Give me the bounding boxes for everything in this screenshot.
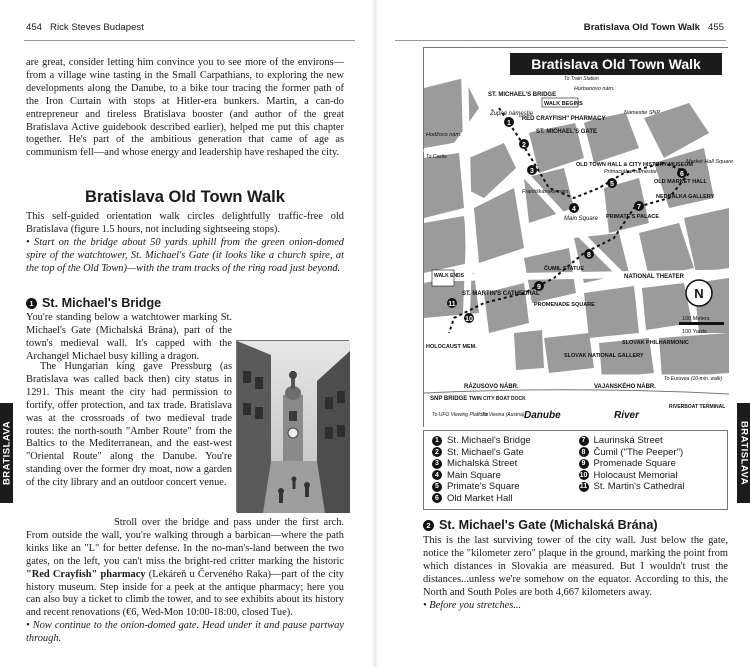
legend-number: 8 [579,447,589,457]
legend-label: Promenade Square [593,458,676,469]
label-st-michaels-bridge: ST. MICHAEL'S BRIDGE [488,92,557,98]
legend-number: 5 [432,482,442,492]
label-nedbalka-gallery: NEDBALKA GALLERY [656,194,715,200]
label-zupne-namestie: Župné námestie [490,111,534,117]
label-market-hall-square: Market Hall Square [686,159,734,165]
stop2-heading [423,518,728,533]
stop1-para3-a: Stroll over the bridge and pass under the first arch. From outside the wall, you're walking through a barbican—where the path kinks like an "L" for better defense. In the no-man's-land between the two gates, on the left, you can't miss the bright-red critter marking the historic [26,517,344,567]
stop2-number: 2 [423,520,434,531]
label-st-michaels-gate: ST. MICHAEL'S GATE [536,129,597,135]
stop2-instruction: • Before you stretches... [423,599,522,611]
legend-number: 4 [432,470,442,480]
label-promenade: PROMENADE SQUARE [534,302,595,308]
stop2-block [423,535,728,612]
section-title: Bratislava Old Town Walk [85,188,285,206]
svg-text:8: 8 [587,252,591,259]
label-to-vienna: To Vienna (Austria) [482,412,525,418]
legend-item [579,470,720,482]
legend-item [432,458,573,470]
label-ufo-platform: To UFO Viewing Platform [432,412,489,418]
stop2-para1: This is the last surviving tower of the city wall. Just below the gate, notice the "kilometer zero" plaque in the ground, marking the point from which distances in Slovakia are measured. But I wouldn't trust the distances...unless we're somehow on the equator. According to this, the North and South Poles are both 4,667 kilometers away. [423,535,728,598]
legend-item [579,458,720,470]
scale-meters: 100 Meters [682,316,710,322]
svg-text:10: 10 [465,316,473,323]
compass-icon [686,280,712,306]
label-to-train: To Train Station [564,76,599,82]
scale-yards: 100 Yards [682,329,707,335]
label-st-martins: ST. MARTIN'S CATHEDRAL [462,291,540,297]
label-razusovo: RÁZUSOVO NÁBR. [464,384,519,390]
legend-label: Primate's Square [447,481,520,492]
legend-item [579,447,720,459]
right-running-title: Bratislava Old Town Walk [583,22,700,33]
svg-text:4: 4 [572,206,576,213]
left-side-tab [0,403,13,503]
legend-label: Main Square [447,469,501,481]
stop1-instruction: • Now continue to the onion-domed gate. Head under it and pause partway through. [26,620,344,645]
svg-text:11: 11 [448,301,456,308]
old-town-walk-map [423,47,734,427]
label-walk-begins: WALK BEGINS [544,101,583,107]
label-main-square: Main Square [564,216,599,222]
stop1-heading [26,296,344,311]
label-frantiskanske: Františkánske nám. [522,189,570,195]
left-running-title: Rick Steves Budapest [50,22,144,33]
legend-number: 9 [579,459,589,469]
legend-item [432,481,573,493]
legend-label: St. Michael's Bridge [447,435,531,446]
left-page-number: 454 [26,22,43,33]
legend-label: Čumil ("The Peeper") [593,446,684,458]
label-cumil-statue: ČUMIL STATUE [544,266,585,272]
legend-label: Old Market Hall [447,492,513,504]
label-primates-palace: PRIMATE'S PALACE [606,214,660,220]
header-rule [24,40,355,41]
label-red-crayfish: "RED CRAYFISH" PHARMACY [519,116,606,122]
section-intro-block [26,211,344,276]
stop2-title: St. Michael's Gate (Michalská Brána) [439,518,658,532]
left-running-head [26,22,144,38]
legend-number: 10 [579,471,588,479]
legend-number: 3 [432,459,442,469]
stop1-para2: The Hungarian king gave Pressburg (as Bratislava was called back then) city status in 1291. This meant the city had permission to fortify, offer protection, and tax trade. Bratislava was at the crossroads of two medieval trade routes: the north-south "Amber Route" from the Baltics to the Mediterranean, and the east-west "Oriental Route" along the Danube. You're standing over the former dry moat, now a garden of the city library and an outdoor concert venue. [26,361,232,489]
right-page-number: 455 [707,22,724,33]
label-walk-ends: WALK ENDS [434,273,464,279]
label-twin-city-boat: TWIN CITY BOAT DOCK [469,396,526,402]
stop1-para3-b: (Lekáreň u Červeného Raka)—part of the city history museum. Step inside for a peek at the antique pharmacy; here you can also buy a ticket to climb the tower, and to see exhibits about its history and recent renovations (€6, Wed-Mon 10:00-18:00, closed Tue). [26,568,345,619]
st-michaels-gate-photo [236,340,349,512]
section-instruction: • Start on the bridge about 50 yards uphill from the green onion-domed spire of the watchtower, St. Michael's Gate (it looks like a church spire, at the top of the Old Town)—with the tram tracks of the ring road just beyond. [26,236,344,274]
svg-text:2: 2 [522,142,526,149]
label-hurbanovo: Hurbanovo nám. [574,86,615,92]
legend-item [432,470,573,482]
legend-item [432,447,573,459]
right-side-tab-label: BRATISLAVA [738,420,749,486]
section-intro: This self-guided orientation walk circles delightfully traffic-free old Bratislava (figure 1.5 hours, not including sightseeing stops). [26,211,344,235]
map-canvas [424,48,734,428]
legend-number: 2 [432,447,442,457]
right-side-tab [737,403,750,503]
stop1-para1: You're standing below a watchtower marking St. Michael's Gate (Michalská Brána), part of the town's medieval wall. It's capped with the Archangel Michael busy killing a dragon. [26,312,232,362]
legend-number: 1 [432,436,442,446]
legend-label: St. Martin's Cathedral [593,481,685,492]
legend-label: Holocaust Memorial [593,469,678,481]
legend-item [432,435,573,447]
left-side-tab-label: BRATISLAVA [1,420,12,486]
legend-number: 11 [579,483,588,490]
label-national-theater: NATIONAL THEATER [624,274,684,280]
map-legend [423,430,728,510]
intro-block [26,57,344,160]
stop1-para3 [26,517,344,620]
label-slovak-national-gallery: SLOVAK NATIONAL GALLERY [564,353,644,359]
label-hodzovo: Hodžovo nám. [426,132,462,138]
label-vajanskeho: VAJANSKÉHO NÁBR. [594,384,656,390]
legend-label: Michalská Street [447,458,518,469]
legend-label: St. Michael's Gate [447,446,524,458]
label-primacialne: Primaciálne námestie [604,169,657,175]
right-running-head [584,22,724,38]
legend-item [432,493,573,505]
header-rule-right [395,40,726,41]
tower-photo-illustration [237,341,350,513]
stop1-para2-block [26,361,232,490]
red-crayfish-pharmacy: "Red Crayfish" pharmacy [26,568,146,580]
label-danube: Danube [524,410,561,421]
svg-text:3: 3 [530,168,534,175]
compass-letter: N [694,286,704,301]
svg-text:6: 6 [680,171,684,178]
legend-number: 6 [432,493,442,503]
svg-text:5: 5 [610,181,614,188]
label-namestie-snp: Námestie SNP [624,110,661,116]
stop1-title: St. Michael's Bridge [42,296,162,310]
stop1-number: 1 [26,298,37,309]
legend-item [579,481,720,493]
map-title: Bratislava Old Town Walk [531,56,701,72]
intro-paragraph: are great, consider letting him convince you to see more of the environs—from a village wine tasting in the Small Carpathians, to exploring the new developments along the Danube, to a bike tour tracing the former path of the Iron Curtain with stops at Hitler-era bunkers. Martin, a can-do entrepreneur and tireless Bratislava booster (and author of the great Bratislava Active guidebook described earlier), helped me put this chapter together. He's part of the ambitious generation that came of age as communism fell—and whose energy and leadership have reshaped the city. [26,57,344,159]
stop1-para3-block [26,517,344,646]
label-old-town-hall: OLD TOWN HALL & CITY HISTORY MUSEUM [576,162,693,168]
label-river: River [614,410,640,421]
label-riverboat-terminal: RIVERBOAT TERMINAL [669,404,726,410]
label-holocaust-mem: HOLOCAUST MEM. [426,344,477,350]
label-old-market-hall: OLD MARKET HALL [654,179,707,185]
svg-text:9: 9 [537,284,541,291]
legend-label: Laurinská Street [593,435,663,446]
label-slovak-philharmonic: SLOVAK PHILHARMONIC [622,340,689,346]
label-to-castle: To Castle [426,154,447,160]
svg-text:1: 1 [507,120,511,127]
legend-item [579,435,720,447]
label-to-eurovea: To Eurovea (10-min. walk) [664,376,723,382]
label-snp-bridge: SNP BRIDGE [430,396,468,402]
svg-text:7: 7 [637,204,641,211]
legend-number: 7 [579,436,589,446]
